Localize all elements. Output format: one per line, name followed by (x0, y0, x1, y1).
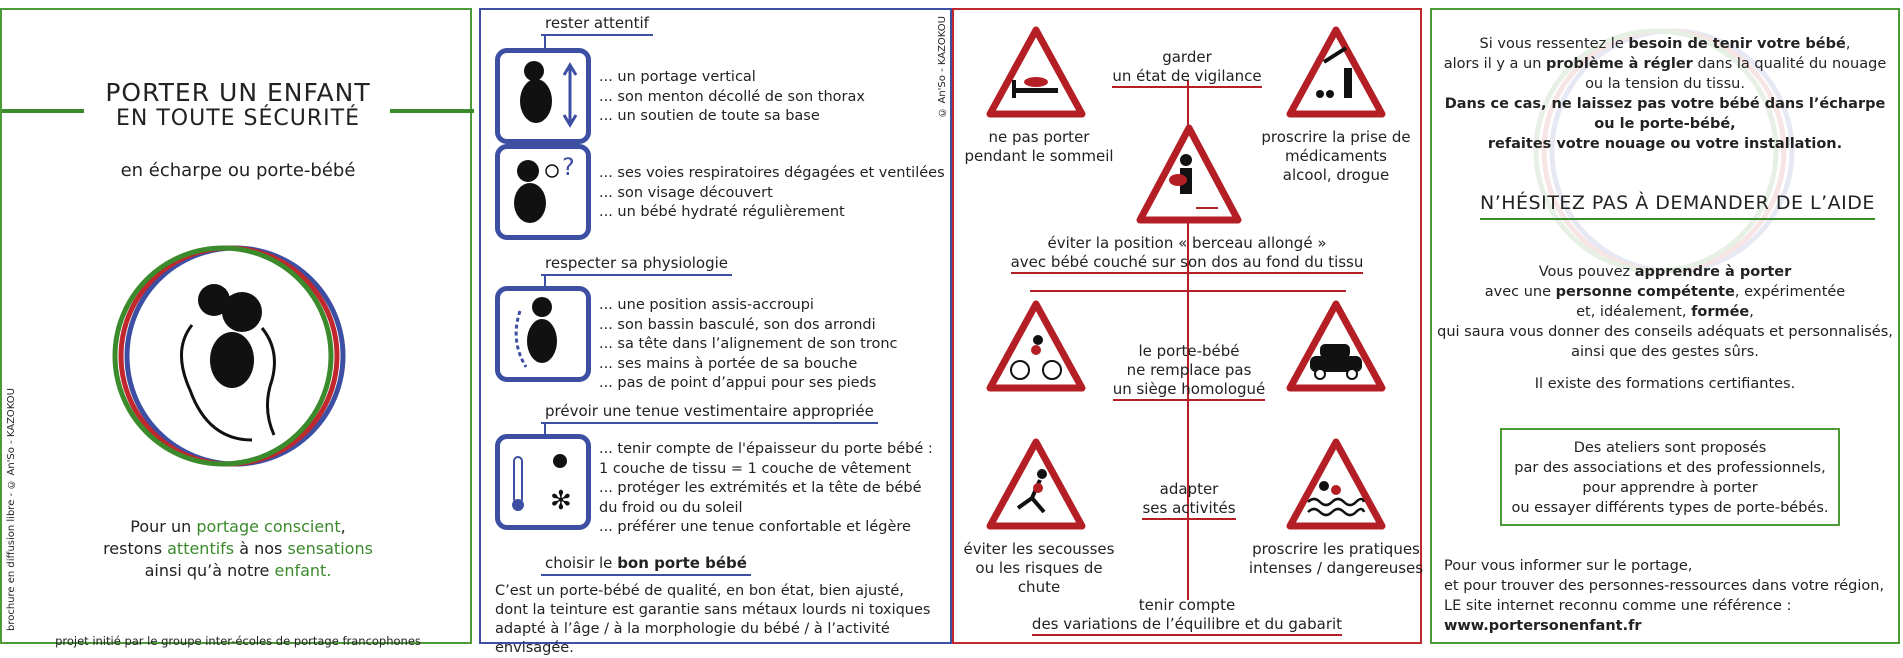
list-tenue: ... tenir compte de l'épaisseur du porte bébé : 1 couche de tissu = 1 couche de vêtement ... protéger les extrémités et la tête de bébé du froid ou du soleil ... préférer une tenue confortable et légère (599, 441, 933, 535)
weather-icon (495, 434, 591, 530)
logo-parent-baby-icon (112, 240, 362, 470)
cover-panel (0, 8, 472, 648)
learn-paragraph: Vous pouvez apprendre à porter avec une personne compétente, expérimentée et, idéalement, formée, qui saura vous donner des conseils adéquats et personnalisés, ainsi que des gestes sûrs. Il existe des formations certifiantes. (1437, 264, 1893, 392)
vigilance-text: garder un état de vigilance (1082, 48, 1292, 86)
breathing-baby-icon (495, 144, 591, 240)
svg-text:?: ? (562, 153, 575, 181)
section-title-porte-bebe: choisir le bon porte bébé (541, 554, 751, 576)
section-connector (544, 274, 546, 286)
copyright: © An'So - KAZOKOU (937, 16, 948, 118)
warning-swimming-icon (1284, 434, 1388, 534)
cover-title-line2: EN TOUTE SÉCURITÉ (116, 106, 360, 131)
warning-fall-icon (984, 434, 1088, 534)
info-paragraph: Pour vous informer sur le portage, et pour trouver des personnes-ressources dans votre région, LE site internet reconnu comme une référence : (1444, 558, 1885, 614)
cradle-warning-text: éviter la position « berceau allongé » avec bébé couché sur son dos au fond du tissu (954, 234, 1420, 272)
safety-rules-panel (479, 8, 952, 656)
warning-drugs-icon (1284, 22, 1388, 122)
warning-bicycle-icon (984, 296, 1088, 396)
ask-help-heading: N’HÉSITEZ PAS À DEMANDER DE L’AIDE (1480, 192, 1875, 220)
warning-car-icon (1284, 296, 1388, 396)
fall-warning-text: éviter les secousses ou les risques de chute (963, 540, 1115, 596)
help-panel (1430, 8, 1900, 644)
website-link[interactable]: www.portersonenfant.fr (1444, 618, 1642, 634)
warning-cradle-position-icon (1134, 120, 1244, 230)
section-title-tenue: prévoir une tenue vestimentaire appropriée (541, 402, 878, 424)
warning-sleep-icon (984, 22, 1088, 122)
section-title-physiologie: respecter sa physiologie (541, 254, 732, 276)
sleep-warning-text: ne pas porter pendant le sommeil (964, 128, 1114, 165)
vertical-baby-icon (495, 48, 591, 144)
intense-practices-text: proscrire les pratiques intenses / dangereuses (1248, 540, 1424, 577)
cover-subtitle: en écharpe ou porte-bébé (120, 160, 356, 181)
list-physiologie: ... une position assis-accroupi ... son bassin basculé, son dos arrondi ... sa tête dans l’alignement de son tronc ... ses mains à portée de sa bouche ... pas de point d’appui pour ses pieds (599, 297, 898, 391)
cover-title: PORTER UN ENFANT (105, 78, 371, 107)
h-rule-1 (1030, 290, 1346, 292)
list-attentif-2: ... ses voies respiratoires dégagées et ventilées ... son visage découvert ... un bébé hydraté régulièrement (599, 165, 945, 220)
section-title-attentif: rester attentif (541, 14, 653, 36)
drugs-warning-text: proscrire la prise de médicaments alcool, drogue (1261, 128, 1411, 184)
physiology-baby-icon (495, 286, 591, 382)
cover-paragraph: Pour un portage conscient, restons attentifs à nos sensations ainsi qu’à notre enfant. (103, 517, 373, 580)
adapt-activities-text: adapter ses activités (1104, 480, 1274, 518)
choose-carrier-text: C’est un porte-bébé de qualité, en bon état, bien ajusté, dont la teinture est garantie sans métaux lourds ni toxiques adapté à l’âge / à la morphologie du bébé / à l’activité envisagée. (495, 583, 931, 656)
balance-text: tenir compte des variations de l’équilibre et du gabarit (954, 596, 1420, 634)
feeling-paragraph: Si vous ressentez le besoin de tenir votre bébé, alors il y a un problème à régler dans la qualité du nouage ou la tension du tissu. Dans ce cas, ne laissez pas votre bébé dans l’écharpe ou le porte-bébé, refaites votre nouage ou votre installation. (1443, 36, 1887, 152)
side-note: brochure en diffusion libre - © An'So - KAZOKOU (6, 388, 17, 631)
warnings-panel (952, 8, 1422, 644)
list-attentif-1: ... un portage vertical ... son menton décollé de son thorax ... un soutien de toute sa base (599, 69, 865, 124)
section-connector (544, 34, 546, 48)
car-seat-text: le porte-bébé ne remplace pas un siège homologué (1104, 342, 1274, 399)
cover-footer: projet initié par le groupe inter-écoles de portage francophones (55, 634, 421, 648)
workshops-box: Des ateliers sont proposés par des associations et des professionnels, pour apprendre à porter ou essayer différents types de porte-bébés. (1500, 428, 1840, 526)
svg-text:✻: ✻ (550, 486, 572, 516)
section-connector (544, 422, 546, 434)
